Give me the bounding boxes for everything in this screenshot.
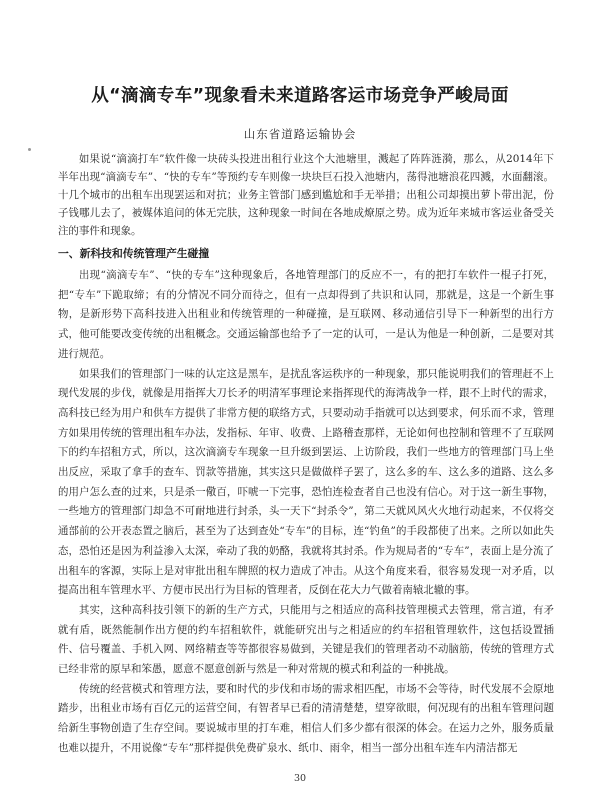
article-title: 从“滴滴专车”现象看未来道路客运市场竞争严峻局面 [91,86,509,106]
paragraph: 其实，这种高科技引领下的新的生产方式，只能用与之相适应的高科技管理模式去管理，常言道，有矛就有盾，既然能制作出方便的约车招租软件，就能研究出与之相适应的约车招租管理软件，这包括设置插件、信号覆盖、手机入网、网络精查等等都很容易做到，关键是我们的管理者动不动脑筋，传统的管理方式已经非常的原早和笨愚，愿意不愿意创新与然是一种对常规的模式和利益的一种挑战。 [58,603,554,676]
margin-dot [28,148,31,151]
article-author: 山东省道路运输协会 [243,127,357,141]
paragraph: 出现“滴滴专车”、“快的专车”这种现象后，各地管理部门的反应不一，有的把打车软件一棍子打死，把“专车”下跪取缔；有的分情况不同分而待之，但有一点却得到了共识和认同，那就是，这是一个新生事物，是新形势下高科技进入出租业和传统管理的一种碰撞，是互联网、移动通信引导下一种新型的出行方式，他可能要改变传统的出租概念。交通运输部也给予了一定的认可，一是认为他是一种创新，二是要对其进行规范。 [58,269,554,360]
page-number: 30 [293,773,307,784]
paragraph: 如果我们的管理部门一味的认定这是黑车，是扰乱客运秩序的一种现象，那只能说明我们的管理赶不上现代发展的步伐，就像是用指挥大刀长矛的明清军事理论来指挥现代的海湾战争一样，跟不上时代的需求，高科技已经为用户和供车方提供了非常方便的联络方式，只要动动手指就可以达到要求，何乐而不求，管理方如果用传统的管理出租车办法，发指标、年审、收费、上路稽查那样，无论如何也控制和管理不了互联网下的约车招租方式，所以，这次滴滴专车现象一旦升级到罢运、上访阶段，我们一些地方的管理部门马上坐出反应，采取了拿手的查车、罚款等措施，其实这只是做做样子罢了，这么多的车、这么多的道路、这么多的用户怎么查的过来，只是杀一儆百，吓唬一下完事，恐怕连检查者自己也没有信心。对于这一新生事物，一些地方的管理部门却急不可耐地进行封杀，头一天下“封杀令”，第二天就风风火火地行动起来，不仅将交通部前的公开表态置之脑后，甚至为了达到查处“专车”的目标，连“钓鱼”的手段都使了出来。之所以如此失态，恐怕还是因为利益渗入太深，牵动了我的奶酪，我就将其封杀。作为规局者的“专车”，表面上是分流了出租车的客源，实际上是对审批出租车牌照的权力造成了冲击。从这个角度来看，很容易发现一对矛盾，以提高出租车管理水平、方便市民出行为目标的管理者，反倒在花大力气做着南辕北辙的事。 [58,367,554,597]
section-heading: 一、新科技和传统管理产生碰撞 [58,247,210,260]
paragraph: 传统的经营模式和管理方法，要和时代的步伐和市场的需求相匹配，市场不会等待，时代发展不会原地踏步，出租业市场有百亿元的运营空间，有智者早已看的清清楚楚，望穿欲眼，何况现有的出租车管理问题给新生事物创造了生存空间。要说城市里的打车难，相信人们多少都有很深的体会。在运力之外，服务质量也难以提升，不用说像“专车”那样提供免费矿泉水、纸巾、雨伞，相当一部分出租车连车内清洁都无 [58,682,554,754]
article-body [58,150,554,759]
paragraph-intro: 如果说“滴滴打车”软件像一块砖头投进出租行业这个大池塘里，溅起了阵阵涟漪，那么，从2014年下半年出现“滴滴专车”、“快的专车”等预约专车则像一块块巨石投入池塘内，荡得池塘浪花四溅，水面翻滚。十几个城市的出租车出现罢运和对抗；业务主管部门感到尴尬和手无举措；出租公司却摸出萝卜带出泥，份子钱哪儿去了，被媒体追问的体无完肤，这种现象一时间在各地成燎原之势。成为近年来城市客运业备受关注的事件和现象。 [58,153,554,237]
